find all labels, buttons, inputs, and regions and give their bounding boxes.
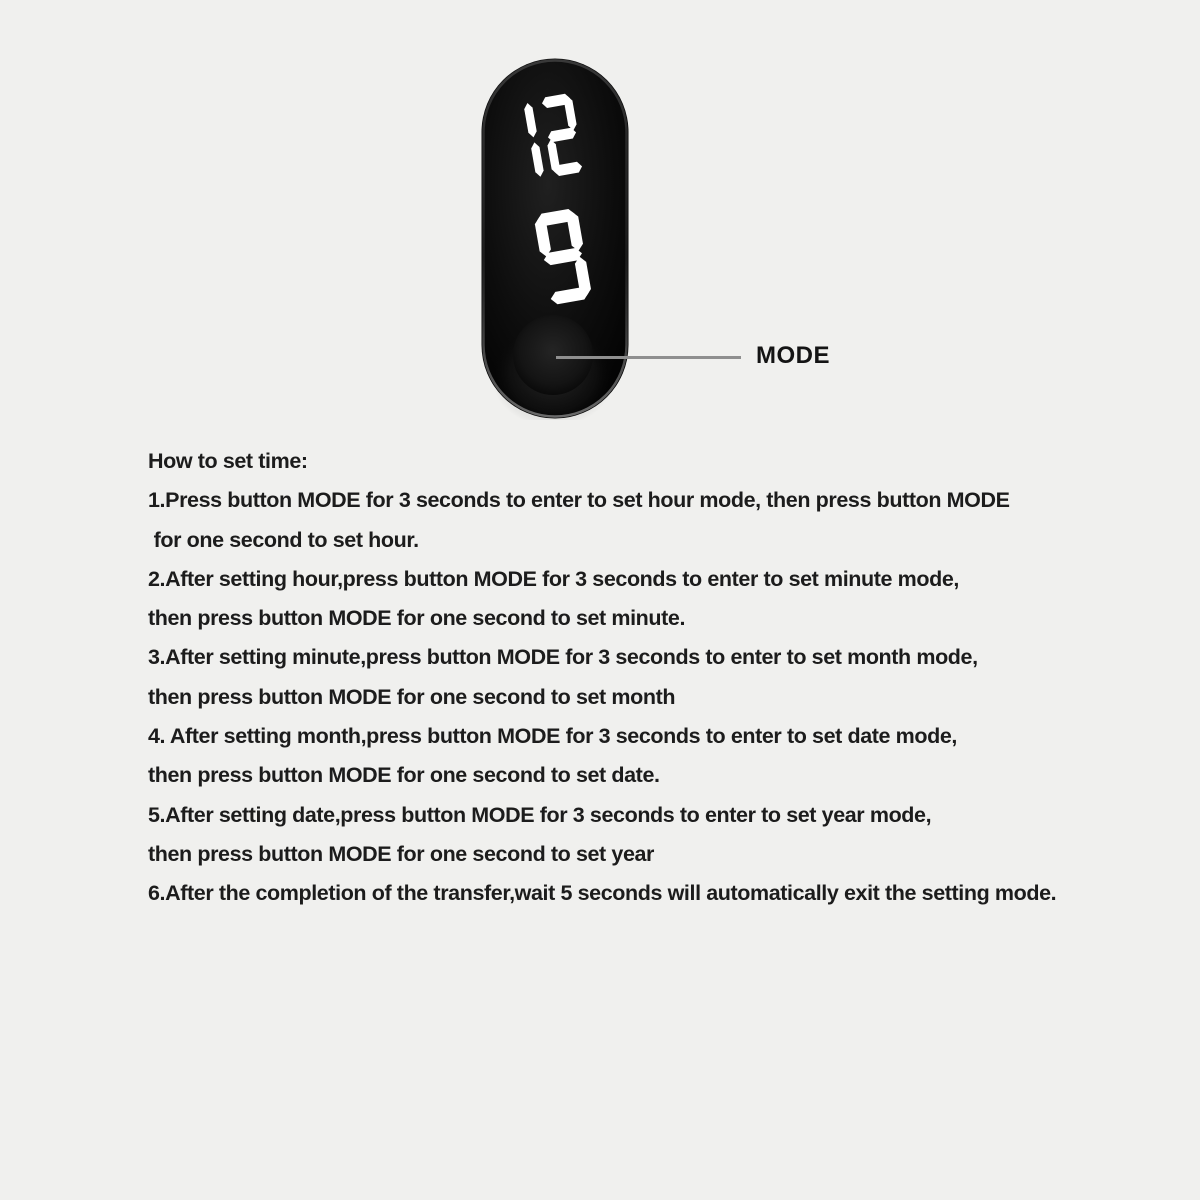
mode-pointer-line xyxy=(556,356,741,359)
instruction-line-5: 3.After setting minute,press button MODE for 3 seconds to enter to set month mode, xyxy=(148,645,978,670)
instruction-line-9: 5.After setting date,press button MODE for 3 seconds to enter to set year mode, xyxy=(148,802,932,827)
mode-touch-button xyxy=(513,315,593,395)
instruction-line-4: then press button MODE for one second to set minute. xyxy=(148,606,686,631)
instruction-line-7: 4. After setting month,press button MODE for 3 seconds to enter to set date mode, xyxy=(148,724,957,749)
instruction-line-10: then press button MODE for one second to set year xyxy=(148,841,655,866)
instruction-line-1: 1.Press button MODE for 3 seconds to enter to set hour mode, then press button MODE xyxy=(148,488,1010,513)
instructions-block xyxy=(148,442,1153,914)
instruction-line-8: then press button MODE for one second to set date. xyxy=(148,763,660,788)
mode-label: MODE xyxy=(756,342,830,369)
instructions-heading: How to set time: xyxy=(148,449,308,473)
instruction-line-6: then press button MODE for one second to set month xyxy=(148,684,676,709)
instruction-line-3: 2.After setting hour,press button MODE for 3 seconds to enter to set minute mode, xyxy=(148,566,959,591)
instruction-line-11: 6.After the completion of the transfer,wait 5 seconds will automatically exit the setting mode. xyxy=(148,881,1057,906)
instruction-line-2: for one second to set hour. xyxy=(148,527,419,552)
watch-device xyxy=(480,57,630,420)
